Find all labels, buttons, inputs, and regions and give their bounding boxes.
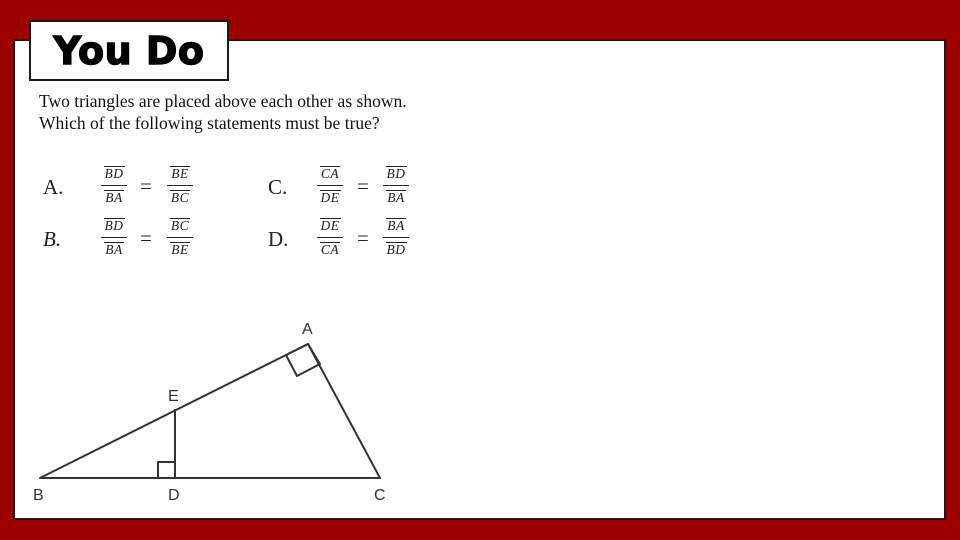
option-letter: C. <box>268 175 288 199</box>
denominator: BD <box>386 242 406 258</box>
equals-sign: = <box>140 226 152 250</box>
option-letter: D. <box>268 227 289 251</box>
vertex-label-a: A <box>302 321 313 338</box>
right-angle-marker-d <box>158 462 175 478</box>
denominator: BE <box>171 242 189 258</box>
denominator: BA <box>105 242 123 258</box>
vertex-label-b: B <box>33 487 44 504</box>
numerator: DE <box>320 218 340 233</box>
numerator: BD <box>386 166 406 181</box>
equals-sign: = <box>357 174 369 198</box>
question-line-2: Which of the following statements must be true? <box>39 113 380 133</box>
question-line-1: Two triangles are placed above each other as shown. <box>39 91 407 111</box>
vertex-label-d: D <box>168 487 180 504</box>
denominator: BC <box>170 190 190 206</box>
numerator: BD <box>104 166 124 181</box>
denominator: CA <box>320 242 340 258</box>
denominator: DE <box>320 190 340 206</box>
option-letter: A. <box>43 175 64 199</box>
slide-title: You Do <box>53 28 205 73</box>
equals-sign: = <box>140 174 152 198</box>
triangle-abc <box>40 344 380 478</box>
equals-sign: = <box>357 226 369 250</box>
denominator: BA <box>387 190 405 206</box>
numerator: BA <box>387 218 405 233</box>
vertex-label-c: C <box>374 487 386 504</box>
numerator: BC <box>170 218 190 233</box>
numerator: BD <box>104 218 124 233</box>
numerator: CA <box>320 166 340 181</box>
vertex-label-e: E <box>168 388 179 405</box>
option-letter: B. <box>43 227 62 251</box>
numerator: BE <box>171 166 189 181</box>
right-angle-marker-a <box>286 344 320 376</box>
denominator: BA <box>105 190 123 206</box>
